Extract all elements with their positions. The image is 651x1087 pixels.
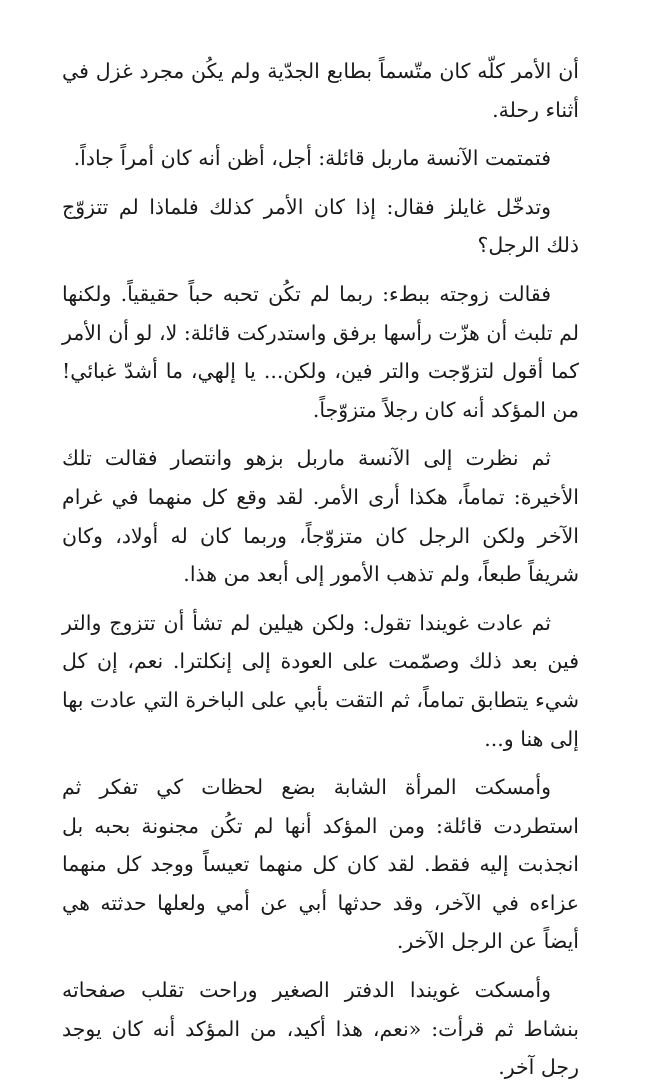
paragraph-1: أن الأمر كلّه كان متّسماً بطابع الجدّية ولم يكُن مجرد غزل في أثناء رحلة.: [62, 59, 579, 122]
paragraph-5: ثم نظرت إلى الآنسة ماربل بزهو وانتصار فقالت تلك الأخيرة: تماماً، هكذا أرى الأمر. لقد وقع كل منهما في غرام الآخر ولكن الرجل كان متزوّجاً، وربما كان له أولاد، وكان شريفاً طبعاً، ولم تذهب الأمور إلى أبعد من هذا.: [62, 446, 579, 587]
paragraph-6: ثم عادت غويندا تقول: ولكن هيلين لم تشأ أن تتزوج والتر فين بعد ذلك وصمّمت على العودة إلى إنكلترا. نعم، إن كل شيء يتطابق تماماً، ثم التقت بأبي على الباخرة التي عادت بها إلى هنا و...: [62, 610, 579, 751]
paragraph-2: فتمتمت الآنسة ماربل قائلة: أجل، أظن أنه كان أمراً جاداً.: [73, 146, 551, 171]
book-page: [62, 52, 579, 1080]
paragraph-8: وأمسكت غويندا الدفتر الصغير وراحت تقلب صفحاته بنشاط ثم قرأت: «نعم، هذا أكيد، من المؤكد أنه كان يوجد رجل آخر.: [62, 978, 579, 1080]
paragraph-7: وأمسكت المرأة الشابة بضع لحظات كي تفكر ثم استطردت قائلة: ومن المؤكد أنها لم تكُن مجنونة بحبه بل انجذبت إليه فقط. لقد كان كل منهما تعيساً ووجد كل منهما عزاءه في الآخر، وقد حدثها أبي عن أمي ولعلها حدثته هي أيضاً عن الرجل الآخر.: [62, 775, 579, 954]
paragraph-4: فقالت زوجته ببطء: ربما لم تكُن تحبه حباً حقيقياً. ولكنها لم تلبث أن هزّت رأسها برفق واستدركت قائلة: لا، لو أن الأمر كما أقول لتزوّجت والتر فين، ولكن... يا إلهي، ما أشدّ غبائي! من المؤكد أنه كان رجلاً متزوّجاً.: [62, 281, 579, 422]
paragraph-3: وتدخّل غايلز فقال: إذا كان الأمر كذلك فلماذا لم تتزوّج ذلك الرجل؟: [62, 194, 579, 258]
